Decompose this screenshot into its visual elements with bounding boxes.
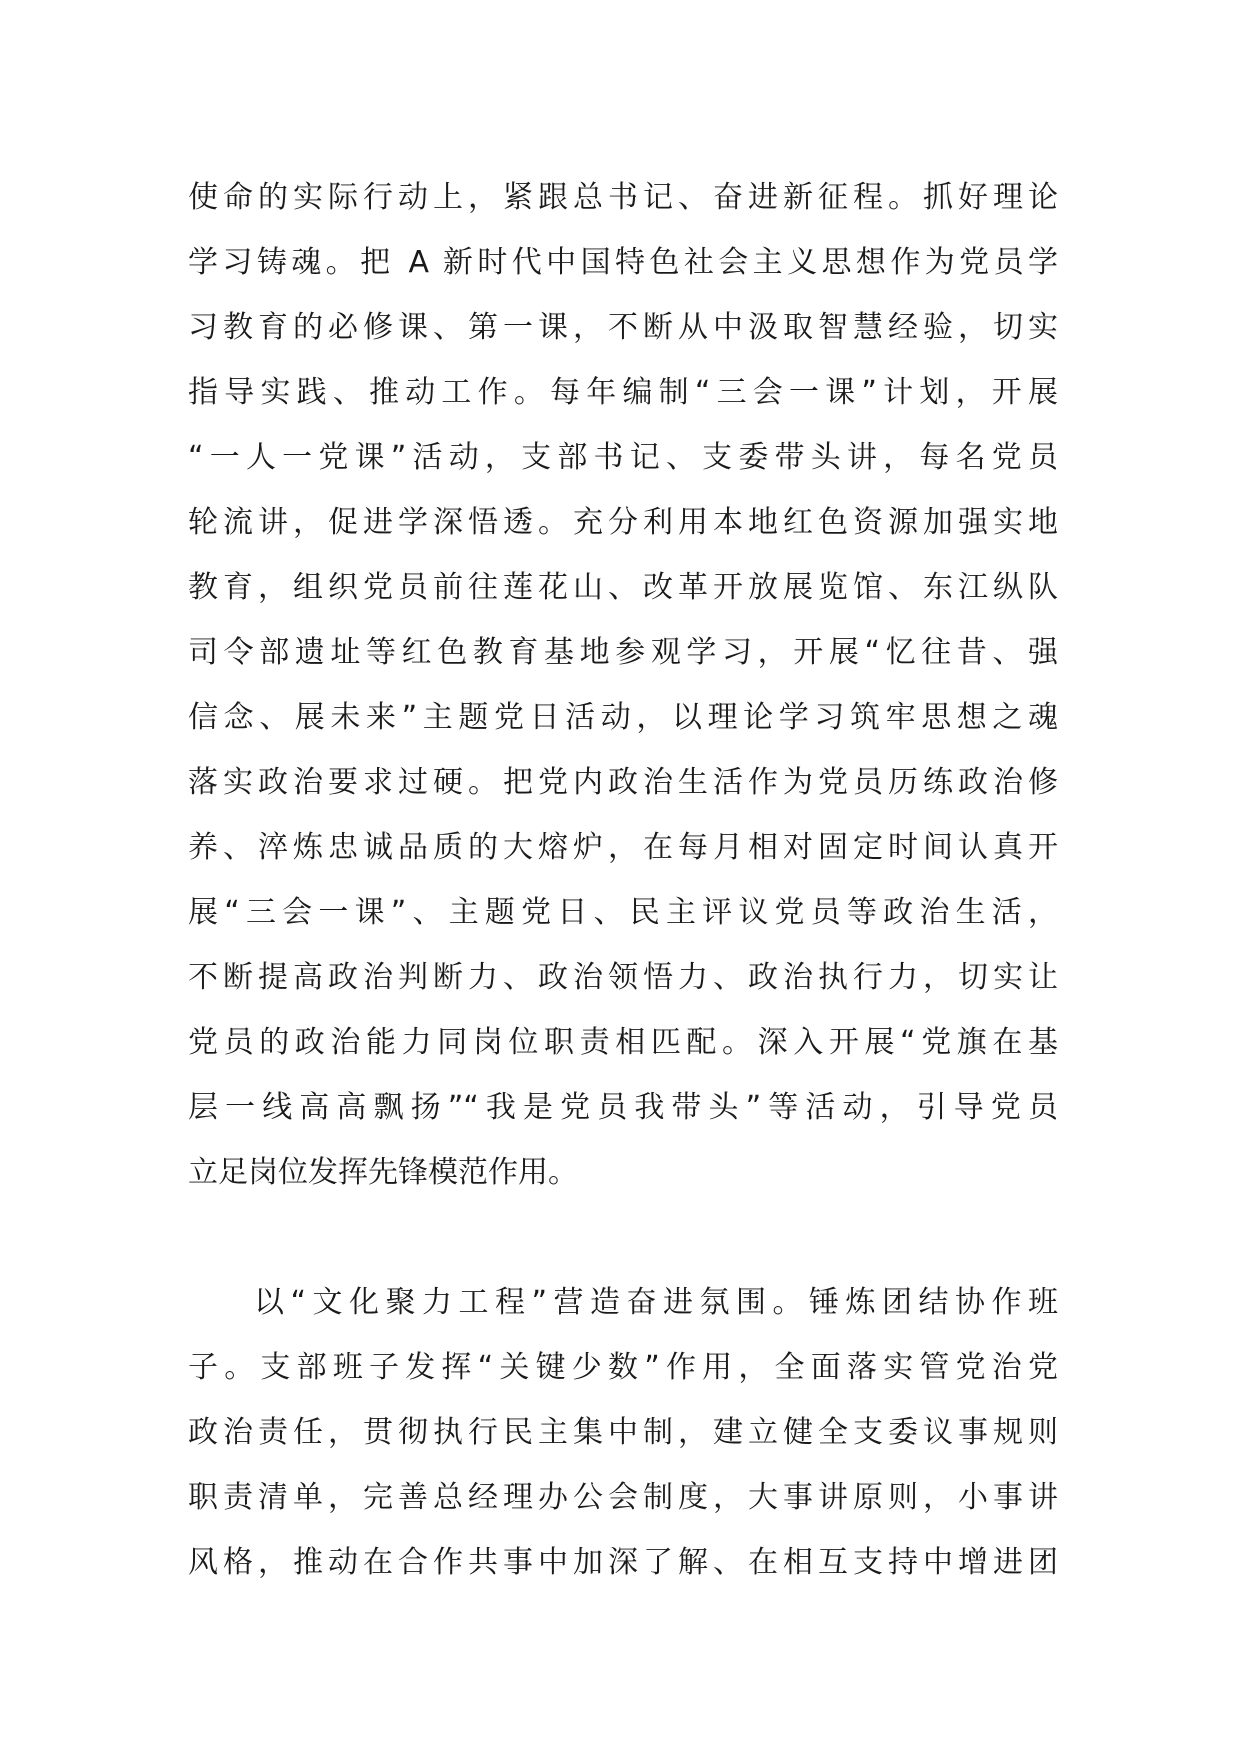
text-line: 风格，推动在合作共事中加深了解、在相互支持中增进团 [188, 1545, 1058, 1580]
paragraph-2 [188, 1270, 1058, 1595]
text-line: 展“三会一课”、主题党日、民主评议党员等政治生活， [188, 895, 1058, 930]
text-line: 使命的实际行动上，紧跟总书记、奋进新征程。抓好理论 [188, 180, 1058, 215]
text-line: 以“文化聚力工程”营造奋进氛围。锤炼团结协作班 [254, 1285, 1058, 1320]
text-line: 不断提高政治判断力、政治领悟力、政治执行力，切实让 [188, 960, 1058, 995]
text-line: “一人一党课”活动，支部书记、支委带头讲，每名党员 [188, 440, 1058, 475]
text-line: 轮流讲，促进学深悟透。充分利用本地红色资源加强实地 [188, 505, 1058, 540]
paragraph-1 [188, 165, 1058, 1205]
text-line: 职责清单，完善总经理办公会制度，大事讲原则，小事讲 [188, 1480, 1058, 1515]
text-line: 子。支部班子发挥“关键少数”作用，全面落实管党治党 [188, 1350, 1058, 1385]
text-line: 落实政治要求过硬。把党内政治生活作为党员历练政治修 [188, 765, 1058, 800]
text-line: 立足岗位发挥先锋模范作用。 [188, 1155, 578, 1190]
text-line: 政治责任，贯彻执行民主集中制，建立健全支委议事规则 [188, 1415, 1058, 1450]
text-line: 指导实践、推动工作。每年编制“三会一课”计划，开展 [188, 375, 1058, 410]
text-line: 学习铸魂。把 A 新时代中国特色社会主义思想作为党员学 [188, 245, 1058, 280]
text-line: 党员的政治能力同岗位职责相匹配。深入开展“党旗在基 [188, 1025, 1058, 1060]
text-line: 信念、展未来”主题党日活动，以理论学习筑牢思想之魂 [188, 700, 1058, 735]
text-line: 教育，组织党员前往莲花山、改革开放展览馆、东江纵队 [188, 570, 1058, 605]
text-line: 习教育的必修课、第一课，不断从中汲取智慧经验，切实 [188, 310, 1058, 345]
text-line: 司令部遗址等红色教育基地参观学习，开展“忆往昔、强 [188, 635, 1058, 670]
text-line: 层一线高高飘扬”“我是党员我带头”等活动，引导党员 [188, 1090, 1058, 1125]
text-line: 养、淬炼忠诚品质的大熔炉，在每月相对固定时间认真开 [188, 830, 1058, 865]
